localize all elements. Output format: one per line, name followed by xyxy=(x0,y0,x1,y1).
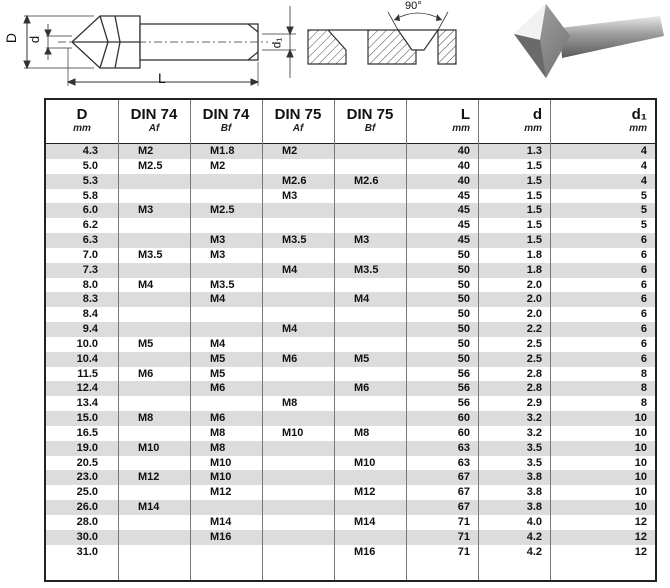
table-cell: M3 xyxy=(282,189,298,202)
table-row xyxy=(46,263,655,278)
col-l-header xyxy=(406,100,478,142)
table-cell: 6 xyxy=(640,278,647,291)
header-illustrations xyxy=(0,0,670,98)
table-row xyxy=(46,426,655,441)
table-cell: 10 xyxy=(634,456,647,469)
table-cell: 19.0 xyxy=(76,441,98,454)
header-label: L xyxy=(460,106,470,123)
table-cell: 12 xyxy=(634,516,647,528)
table-cell: M10 xyxy=(282,426,304,439)
table-cell: 20.5 xyxy=(76,456,98,469)
table-cell: 45 xyxy=(457,189,470,202)
table-row xyxy=(46,441,655,456)
table-cell: 1.5 xyxy=(526,159,542,172)
col-din75-bf-header xyxy=(334,100,406,142)
table-cell: 9.4 xyxy=(82,323,98,336)
table-cell: M3.5 xyxy=(138,248,163,261)
column-divider xyxy=(406,100,407,580)
table-row xyxy=(46,352,655,367)
header-unit: Af xyxy=(292,123,304,134)
table-row xyxy=(46,396,655,411)
column-divider xyxy=(190,100,191,580)
countersunk-hole-section xyxy=(306,0,466,80)
table-cell: 50 xyxy=(457,352,470,365)
table-cell: 71 xyxy=(457,530,470,543)
table-cell: M14 xyxy=(354,516,376,528)
table-cell: M10 xyxy=(210,456,232,469)
table-cell: 50 xyxy=(457,278,470,291)
table-cell: 2.5 xyxy=(526,337,542,350)
header-label: DIN 74 xyxy=(130,106,178,123)
table-cell: M2.5 xyxy=(210,204,235,217)
table-cell: 45 xyxy=(457,234,470,247)
table-cell: 30.0 xyxy=(76,530,98,543)
table-cell: 8.0 xyxy=(82,278,98,291)
header-unit: Bf xyxy=(364,123,376,134)
table-cell: 6 xyxy=(640,323,647,336)
table-cell: M3.5 xyxy=(354,263,379,276)
table-cell: 10.0 xyxy=(76,337,98,350)
table-row xyxy=(46,174,655,189)
table-cell: 4.3 xyxy=(82,145,98,157)
table-cell: 2.2 xyxy=(526,323,542,336)
table-cell: 3.5 xyxy=(526,456,542,469)
table-cell: 5 xyxy=(640,219,647,232)
table-cell: 10 xyxy=(634,486,647,499)
table-cell: 31.0 xyxy=(76,545,98,558)
table-cell: 4 xyxy=(640,159,647,172)
table-cell: 71 xyxy=(457,516,470,528)
table-cell: 2.8 xyxy=(526,382,542,395)
header-label: D xyxy=(76,106,88,123)
table-cell: 10 xyxy=(634,412,647,425)
header-label: DIN 75 xyxy=(274,106,322,123)
table-cell: 5.8 xyxy=(82,189,98,202)
table-row xyxy=(46,278,655,293)
table-cell: 5 xyxy=(640,189,647,202)
table-cell: 4.2 xyxy=(526,545,542,558)
table-cell: 4.0 xyxy=(526,516,542,528)
table-cell: M14 xyxy=(138,501,160,514)
table-cell: M2.6 xyxy=(282,174,307,187)
table-cell: 3.5 xyxy=(526,441,542,454)
table-row xyxy=(46,233,655,248)
table-cell: M8 xyxy=(210,426,226,439)
table-row xyxy=(46,292,655,307)
table-cell: M3 xyxy=(210,248,226,261)
table-row xyxy=(46,159,655,174)
header-unit: mm xyxy=(629,123,647,134)
table-cell: 50 xyxy=(457,337,470,350)
countersink-dimension-drawing xyxy=(0,0,300,95)
angle-label: 90° xyxy=(405,0,422,12)
column-divider xyxy=(334,100,335,580)
table-cell: 45 xyxy=(457,219,470,232)
table-cell: 60 xyxy=(457,426,470,439)
table-cell: M4 xyxy=(138,278,154,291)
table-row xyxy=(46,515,655,530)
table-cell: 1.3 xyxy=(526,145,542,157)
table-row xyxy=(46,307,655,322)
table-row xyxy=(46,485,655,500)
countersink-tool-image xyxy=(500,0,668,92)
header-label: DIN 74 xyxy=(202,106,250,123)
table-cell: 63 xyxy=(457,441,470,454)
table-cell: M10 xyxy=(138,441,160,454)
table-cell: M12 xyxy=(138,471,160,484)
table-cell: 10 xyxy=(634,426,647,439)
table-cell: 7.3 xyxy=(82,263,98,276)
table-cell: M3 xyxy=(138,204,154,217)
header-unit: Bf xyxy=(220,123,232,134)
table-cell: 56 xyxy=(457,397,470,410)
table-row xyxy=(46,411,655,426)
table-cell: 6 xyxy=(640,308,647,321)
table-cell: M12 xyxy=(354,486,376,499)
table-cell: 2.0 xyxy=(526,278,542,291)
table-cell: M5 xyxy=(210,367,226,380)
table-cell: 10 xyxy=(634,501,647,514)
table-cell: M4 xyxy=(210,293,226,306)
table-row xyxy=(46,189,655,204)
table-cell: M8 xyxy=(282,397,298,410)
column-divider xyxy=(118,100,119,580)
table-row xyxy=(46,248,655,263)
table-cell: M6 xyxy=(210,412,226,425)
table-cell: 40 xyxy=(457,174,470,187)
dim-d-label: d xyxy=(27,35,43,44)
table-cell: M5 xyxy=(210,352,226,365)
table-cell: M10 xyxy=(210,471,232,484)
dim-L-label: L xyxy=(158,70,166,86)
table-cell: M16 xyxy=(210,530,232,543)
table-cell: M14 xyxy=(210,516,232,528)
table-cell: M4 xyxy=(282,263,298,276)
table-cell: 7.0 xyxy=(82,248,98,261)
table-cell: 6 xyxy=(640,352,647,365)
table-cell: M3.5 xyxy=(210,278,235,291)
table-cell: 25.0 xyxy=(76,486,98,499)
table-cell: 3.2 xyxy=(526,426,542,439)
table-cell: 6.2 xyxy=(82,219,98,232)
dim-D-label: D xyxy=(3,32,20,44)
table-cell: M10 xyxy=(354,456,376,469)
table-row xyxy=(46,545,655,560)
table-cell: 12.4 xyxy=(76,382,98,395)
header-label: d xyxy=(532,106,542,123)
table-cell: 3.8 xyxy=(526,471,542,484)
table-cell: 12 xyxy=(634,545,647,558)
table-cell: 3.2 xyxy=(526,412,542,425)
table-cell: M8 xyxy=(138,412,154,425)
col-din74-bf-header xyxy=(190,100,262,142)
header-unit: mm xyxy=(452,123,470,134)
table-cell: 50 xyxy=(457,308,470,321)
table-cell: 50 xyxy=(457,248,470,261)
table-cell: M2 xyxy=(210,159,226,172)
table-cell: 2.8 xyxy=(526,367,542,380)
table-cell: M5 xyxy=(354,352,370,365)
table-cell: 71 xyxy=(457,545,470,558)
table-cell: 40 xyxy=(457,145,470,157)
table-cell: 5.0 xyxy=(82,159,98,172)
table-row xyxy=(46,530,655,545)
table-cell: 28.0 xyxy=(76,516,98,528)
table-cell: 1.5 xyxy=(526,219,542,232)
table-cell: 2.0 xyxy=(526,308,542,321)
table-cell: 3.8 xyxy=(526,501,542,514)
header-label: d₁ xyxy=(631,106,647,123)
table-cell: 50 xyxy=(457,293,470,306)
table-cell: 11.5 xyxy=(77,367,98,380)
header-unit: mm xyxy=(73,123,91,134)
table-cell: 1.5 xyxy=(526,189,542,202)
table-cell: 2.9 xyxy=(526,397,542,410)
col-din75-af-header xyxy=(262,100,334,142)
table-cell: 6 xyxy=(640,337,647,350)
header-unit: Af xyxy=(148,123,160,134)
table-cell: 8 xyxy=(640,382,647,395)
table-cell: 56 xyxy=(457,382,470,395)
table-cell: 23.0 xyxy=(76,471,98,484)
table-cell: M8 xyxy=(210,441,226,454)
table-cell: M4 xyxy=(282,323,298,336)
col-din74-af-header xyxy=(118,100,190,142)
table-row xyxy=(46,367,655,382)
table-cell: 3.8 xyxy=(526,486,542,499)
table-cell: 16.5 xyxy=(76,426,98,439)
table-cell: 67 xyxy=(457,501,470,514)
table-cell: 8 xyxy=(640,367,647,380)
table-cell: M2.5 xyxy=(138,159,163,172)
col-d1-header xyxy=(550,100,655,142)
table-row xyxy=(46,456,655,471)
table-cell: 8.3 xyxy=(82,293,98,306)
table-cell: 6 xyxy=(640,293,647,306)
dim-d1-label: d₁ xyxy=(269,37,284,49)
table-row xyxy=(46,203,655,218)
column-divider xyxy=(550,100,551,580)
col-small-d-header xyxy=(478,100,550,142)
table-cell: M6 xyxy=(354,382,370,395)
table-cell: M6 xyxy=(282,352,298,365)
table-cell: 8 xyxy=(640,397,647,410)
table-cell: M16 xyxy=(354,545,376,558)
header-unit: mm xyxy=(524,123,542,134)
table-cell: 60 xyxy=(457,412,470,425)
column-divider xyxy=(478,100,479,580)
table-cell: M4 xyxy=(210,337,226,350)
table-cell: 40 xyxy=(457,159,470,172)
table-cell: 1.5 xyxy=(526,174,542,187)
table-cell: 6 xyxy=(640,263,647,276)
table-cell: M2.6 xyxy=(354,174,379,187)
col-d-header xyxy=(46,100,118,142)
table-cell: M8 xyxy=(354,426,370,439)
table-cell: M6 xyxy=(138,367,154,380)
table-cell: 15.0 xyxy=(76,412,98,425)
table-cell: 1.8 xyxy=(526,263,542,276)
table-cell: 45 xyxy=(457,204,470,217)
table-cell: 12 xyxy=(634,530,647,543)
table-cell: 2.0 xyxy=(526,293,542,306)
table-cell: 8.4 xyxy=(82,308,98,321)
table-cell: M12 xyxy=(210,486,232,499)
table-cell: 50 xyxy=(457,263,470,276)
table-cell: 63 xyxy=(457,456,470,469)
table-row xyxy=(46,381,655,396)
table-cell: 5.3 xyxy=(82,174,98,187)
table-cell: 50 xyxy=(457,323,470,336)
table-header xyxy=(46,100,655,144)
table-cell: 4 xyxy=(640,174,647,187)
table-cell: 56 xyxy=(457,367,470,380)
table-cell: 6 xyxy=(640,248,647,261)
table-cell: 67 xyxy=(457,486,470,499)
table-cell: 5 xyxy=(640,204,647,217)
table-cell: M4 xyxy=(354,293,370,306)
table-cell: 6.3 xyxy=(82,234,98,247)
table-cell: M3 xyxy=(354,234,370,247)
table-cell: 1.5 xyxy=(526,204,542,217)
table-cell: 1.8 xyxy=(526,248,542,261)
table-cell: M3 xyxy=(210,234,226,247)
table-cell: 26.0 xyxy=(76,501,98,514)
table-row xyxy=(46,144,655,159)
table-cell: M3.5 xyxy=(282,234,307,247)
table-row xyxy=(46,470,655,485)
table-cell: M2 xyxy=(138,145,154,157)
table-cell: 10.4 xyxy=(76,352,98,365)
table-cell: 10 xyxy=(634,471,647,484)
table-cell: 6.0 xyxy=(82,204,98,217)
table-cell: 2.5 xyxy=(526,352,542,365)
table-row xyxy=(46,218,655,233)
table-cell: M2 xyxy=(282,145,298,157)
table-row xyxy=(46,337,655,352)
column-divider xyxy=(262,100,263,580)
table-cell: 67 xyxy=(457,471,470,484)
table-cell: M5 xyxy=(138,337,154,350)
countersink-spec-table xyxy=(44,98,657,582)
table-cell: M6 xyxy=(210,382,226,395)
table-cell: 4 xyxy=(640,145,647,157)
table-cell: 1.5 xyxy=(526,234,542,247)
table-cell: 4.2 xyxy=(526,530,542,543)
table-row xyxy=(46,322,655,337)
table-cell: 10 xyxy=(634,441,647,454)
header-label: DIN 75 xyxy=(346,106,394,123)
table-cell: 6 xyxy=(640,234,647,247)
table-cell: M1.8 xyxy=(210,145,235,157)
table-cell: 13.4 xyxy=(76,397,98,410)
table-row xyxy=(46,500,655,515)
